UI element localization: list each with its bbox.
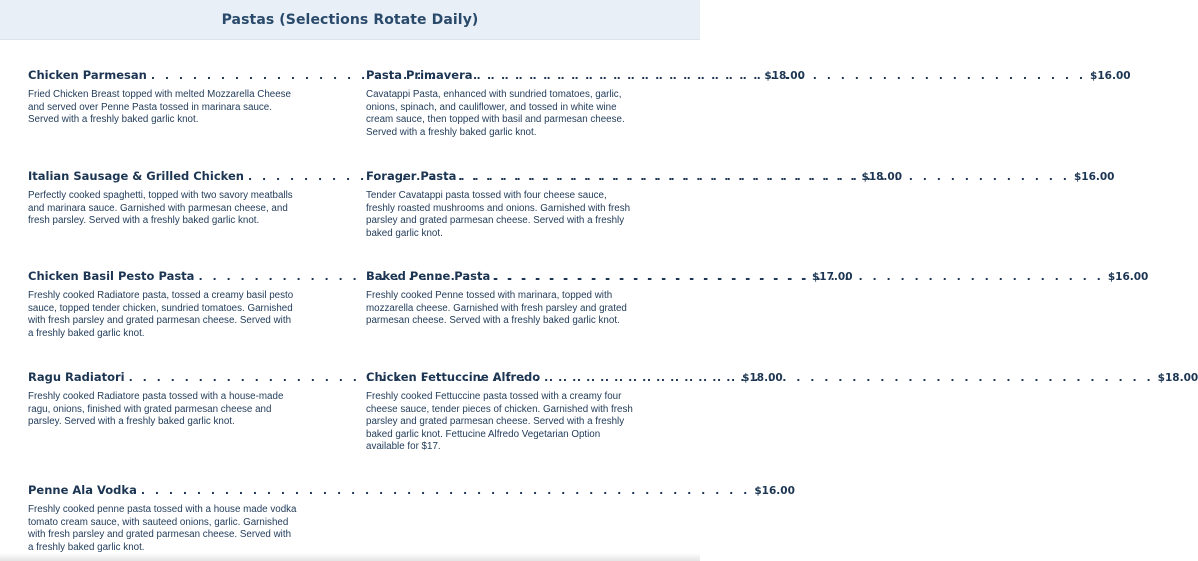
menu-item-name: Ragu Radiatori [28,370,125,384]
menu-item-name: Chicken Parmesan [28,68,147,82]
dot-leader [456,170,1074,183]
menu-item-description: Freshly cooked Radiatore pasta, tossed a creamy basil pesto sauce, topped tender chicken, sundried tomatoes. Garnished with fresh parsley and grated parmesan cheese. Served with a freshly baked garlic knot. [28,290,294,339]
section-title: Pastas (Selections Rotate Daily) [221,11,479,28]
menu-item-header [28,483,795,499]
menu-item-name: Forager Pasta [366,169,457,183]
dot-leader [540,371,1158,384]
menu-item-price: $18.00 [742,372,783,384]
menu-item-name: Chicken Basil Pesto Pasta [28,269,195,283]
menu-item-description: Tender Cavatappi pasta tossed with four cheese sauce, freshly roasted mushrooms and onions. Garnished with fresh parsley and grated parmesan cheese. Served with a freshly baked garlic knot. [366,190,631,239]
menu-item-chicken-fettuccine-alfredo [366,370,1198,454]
menu-item-name: Italian Sausage & Grilled Chicken [28,169,244,183]
menu-item-price: $18.00 [764,70,805,82]
menu-item-name: Pasta Primavera [366,68,473,82]
dot-leader [137,484,755,497]
menu-item-description: Fried Chicken Breast topped with melted Mozzarella Cheese and served over Penne Pasta tossed in marinara sauce. Served with a freshly baked garlic knot. [28,89,292,126]
menu-item-header [366,370,1198,386]
menu-item-description: Freshly cooked Fettuccine pasta tossed with a creamy four cheese sauce, tender pieces of chicken. Garnished with fresh parsley and grated parmesan cheese. Served with a freshly baked garlic knot. Fettucine Alfredo Vegetarian Option available for $17. [366,391,633,453]
menu-item-description: Freshly cooked Penne tossed with marinara, topped with mozzarella cheese. Garnished with fresh parsley and grated parmesan cheese. Served with a freshly baked garlic knot. [366,290,627,327]
dot-leader [473,69,1091,82]
menu-item-price: $18.00 [1157,372,1198,384]
menu-item-price: $16.00 [1107,271,1149,283]
menu-item-description: Freshly cooked penne pasta tossed with a house made vodka tomato cream sauce, with sauteed onions, garlic. Garnished with fresh parsley and grated parmesan cheese. Served with a freshly baked garlic knot. [28,504,297,553]
menu-item-description: Cavatappi Pasta, enhanced with sundried tomatoes, garlic, onions, spinach, and cauliflower, and tossed in white wine cream sauce, then topped with basil and parmesan cheese. Served with a freshly baked garlic knot. [366,89,625,138]
menu-item-description: Perfectly cooked spaghetti, topped with two savory meatballs and marinara sauce. Garnished with parmesan cheese, and fresh parsley. Served with a freshly baked garlic knot. [28,190,293,227]
dot-leader [490,270,1108,283]
menu-item-price: $17.00 [811,271,853,283]
menu-item-name: Chicken Fettuccine Alfredo [366,370,541,384]
menu-item-name: Penne Ala Vodka [28,483,137,497]
bottom-edge-shade [0,553,700,561]
menu-item-price: $18.00 [861,171,903,183]
menu-item-price: $16.00 [1073,171,1115,183]
section-header [0,0,700,40]
menu-item-price: $16.00 [754,485,795,497]
menu-item-description: Freshly cooked Radiatore pasta tossed with a house-made ragu, onions, finished with grated parmesan cheese and parsley. Served with a freshly baked garlic knot. [28,391,284,428]
menu-item-name: Baked Penne Pasta [366,269,491,283]
menu-item-penne-ala-vodka [28,483,795,554]
menu-item-price: $16.00 [1090,70,1131,82]
